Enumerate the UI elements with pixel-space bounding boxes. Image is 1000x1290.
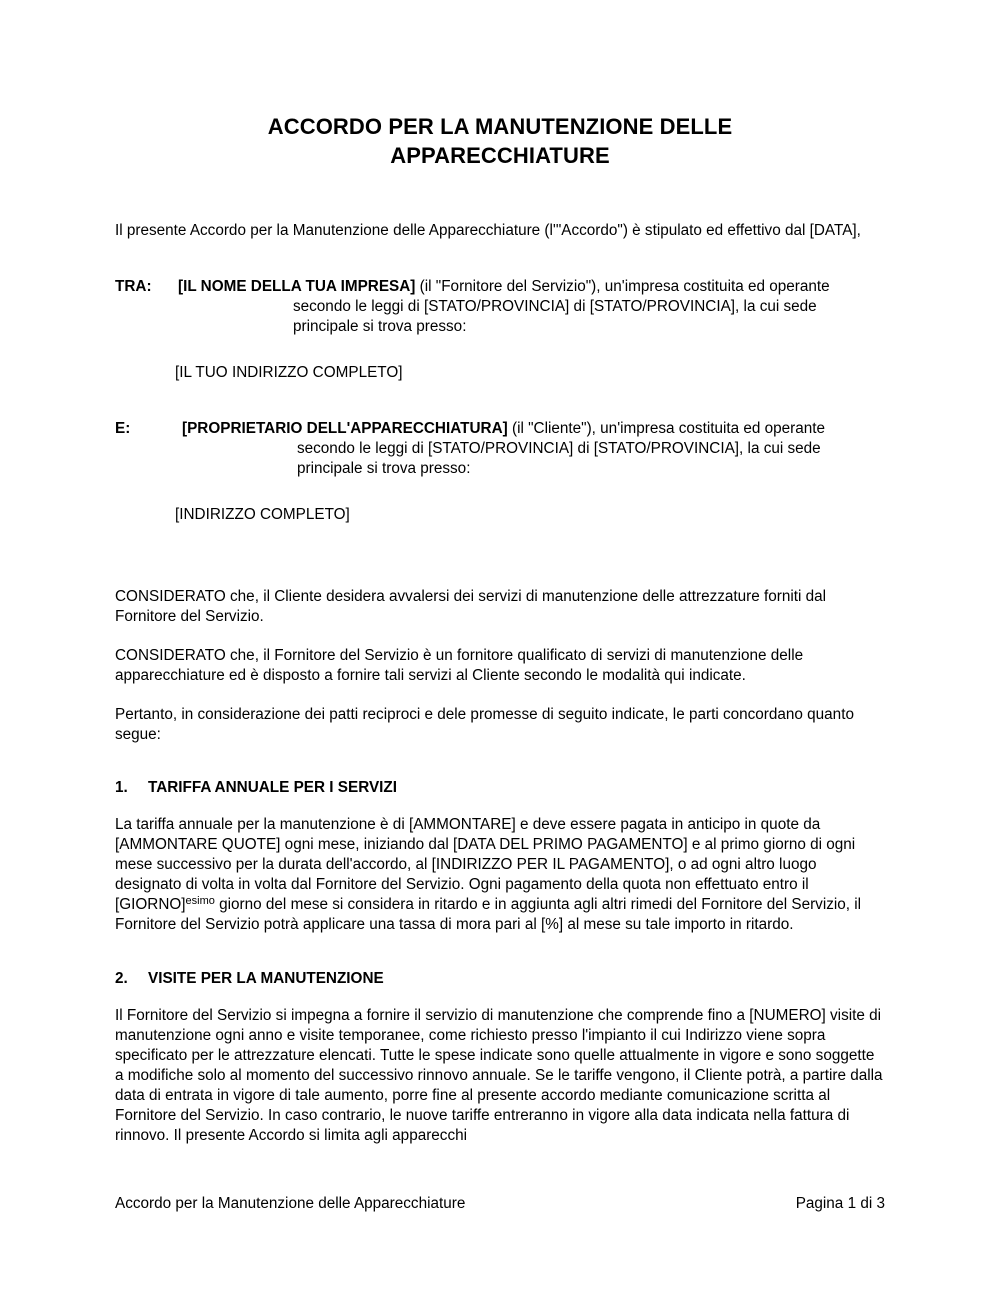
footer-document-name: Accordo per la Manutenzione delle Apparecchiature <box>115 1195 466 1212</box>
page-footer <box>115 1194 885 1214</box>
section-body-1 <box>115 815 885 935</box>
recital-1: CONSIDERATO che, il Cliente desidera avvalersi dei servizi di manutenzione delle attrezzature forniti dal Fornitore del Servizio. <box>115 588 827 625</box>
section-title-2: VISITE PER LA MANUTENZIONE <box>148 970 384 987</box>
party-name-provider: [IL NOME DELLA TUA IMPRESA] <box>178 278 416 295</box>
party-address-provider: [IL TUO INDIRIZZO COMPLETO] <box>175 364 403 381</box>
title-line-2: APPARECCHIATURE <box>390 143 610 168</box>
recital-3: Pertanto, in considerazione dei patti reciproci e dele promesse di seguito indicate, le parti concordano quanto segue: <box>115 706 854 743</box>
party-description-provider: (il "Fornitore del Servizio"), un'impresa costituita ed operante secondo le leggi di [STATO/PROVINCIA] di [STATO/PROVINCIA], la cui sede principale si trova presso: <box>293 278 830 335</box>
party-label-tra: TRA: <box>115 278 152 295</box>
party-block-client <box>115 419 885 479</box>
section-number-1: 1. <box>115 779 128 796</box>
party-block-provider <box>115 277 885 337</box>
section-body-1-part-1: La tariffa annuale per la manutenzione è di [AMMONTARE] e deve essere pagata in anticipo in quote da [AMMONTARE QUOTE] ogni mese, iniziando dal [DATA DEL PRIMO PAGAMENTO] e al primo giorno di ogni mese successivo per la durata dell'accordo, al [INDIRIZZO PER IL PAGAMENTO], o ad ogni altro luogo designato di volta in volta dal Fornitore del Servizio. Ogni pagamento della quota non effettuato entro il [GIORNO] <box>115 816 856 913</box>
page-title <box>115 0 885 170</box>
party-body-provider <box>178 277 885 337</box>
party-address-client: [INDIRIZZO COMPLETO] <box>175 506 350 523</box>
section-title-1: TARIFFA ANNUALE PER I SERVIZI <box>148 779 398 796</box>
section-body-1-superscript: esimo <box>185 895 215 907</box>
title-line-1: ACCORDO PER LA MANUTENZIONE DELLE <box>267 114 733 139</box>
section-heading-2 <box>115 969 885 989</box>
party-name-client: [PROPRIETARIO DELL'APPARECCHIATURA] <box>182 420 508 437</box>
document-content <box>115 0 885 1146</box>
intro-paragraph: Il presente Accordo per la Manutenzione delle Apparecchiature (l'"Accordo") è stipulato ed effettivo dal [DATA], <box>115 222 861 239</box>
party-description-client: (il "Cliente"), un'impresa costituita ed operante secondo le leggi di [STATO/PROVINCIA] di [STATO/PROVINCIA], la cui sede principale si trova presso: <box>297 420 826 477</box>
section-body-2: Il Fornitore del Servizio si impegna a fornire il servizio di manutenzione che comprende fino a [NUMERO] visite di manutenzione ogni anno e visite temporanee, come richiesto presso l'impianto il cui Indirizzo viene sopra specificato per le attrezzature elencati. Tutte le spese indicate sono quelle attualmente in vigore e sono soggette a modifiche solo al momento del successivo rinnovo annuale. Se le tariffe vengono, il Cliente potrà, a partire dalla data di entrata in vigore di tale aumento, porre fine al presente accordo mediante comunicazione scritta al Fornitore del Servizio. In caso contrario, le nuove tariffe entreranno in vigore alla data indicata nella fattura di rinnovo. Il presente Accordo si limita agli apparecchi <box>115 1007 883 1144</box>
section-number-2: 2. <box>115 970 128 987</box>
section-body-1-part-2: giorno del mese si considera in ritardo e in aggiunta agli altri rimedi del Fornitore del Servizio, il Fornitore del Servizio potrà applicare una tassa di mora pari al [%] al mese su tale importo in ritardo. <box>115 896 862 933</box>
recital-2: CONSIDERATO che, il Fornitore del Servizio è un fornitore qualificato di servizi di manutenzione delle apparecchiature ed è disposto a fornire tali servizi al Cliente secondo le modalità qui indicate. <box>115 647 804 684</box>
footer-page-number: Pagina 1 di 3 <box>795 1195 885 1212</box>
party-label-e: E: <box>115 420 131 437</box>
section-heading-1 <box>115 778 885 798</box>
party-body-client <box>182 419 885 479</box>
